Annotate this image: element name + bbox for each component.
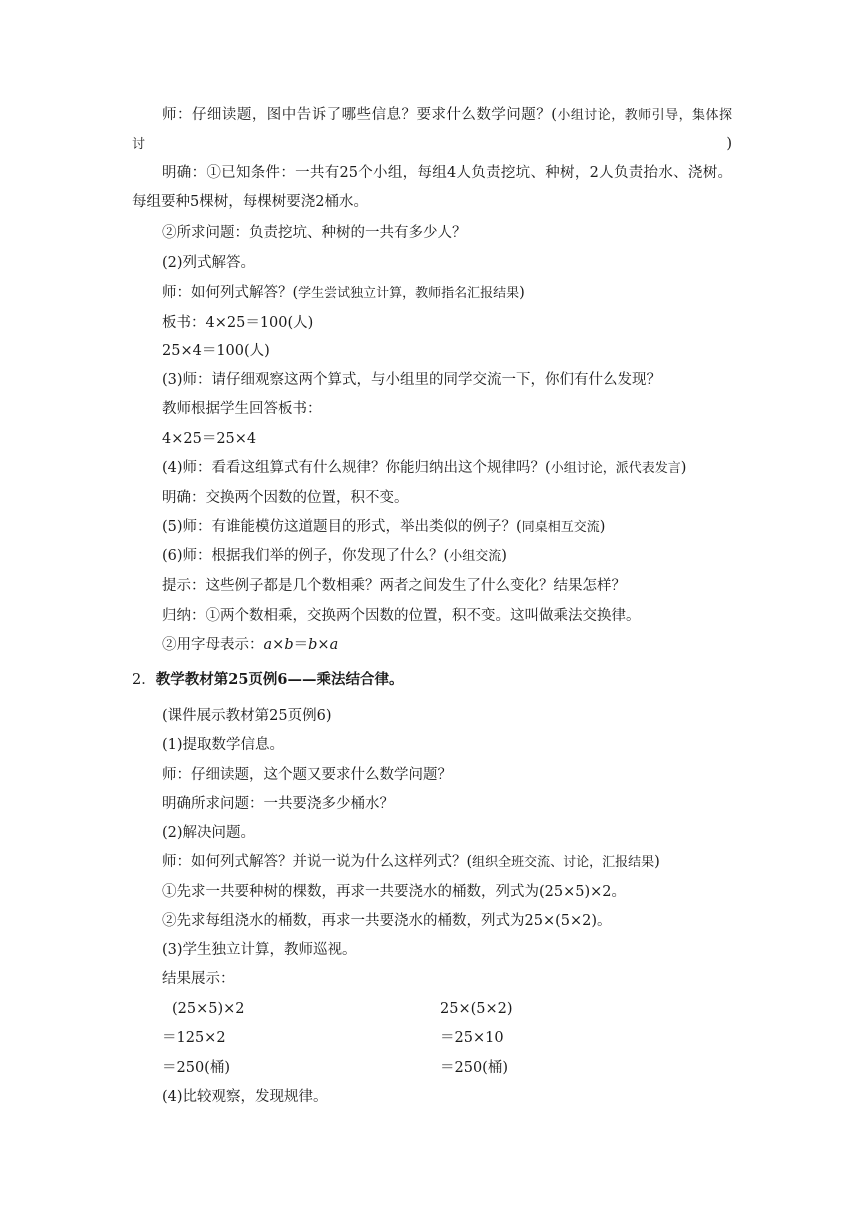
paragraph-text: 师：如何列式解答？( — [162, 285, 299, 301]
paragraph-note: 同桌相互交流 — [521, 520, 600, 535]
paragraph-note: 小组交流 — [449, 549, 502, 564]
paragraph-clarify-question: 明确所求问题：一共要浇多少桶水？ — [162, 796, 394, 812]
paragraph-note: 小组讨论，教师引导，集体探讨 — [132, 108, 732, 152]
paragraph-courseware: (课件展示教材第25页例6) — [162, 708, 332, 724]
paragraph-teacher-ask: 师：仔细读题，这个题又要求什么数学问题？ — [162, 767, 452, 783]
paragraph-text: (4)师：看看这组算式有什么规律？你能归纳出这个规律吗？( — [162, 460, 551, 476]
paragraph-how-to-solve — [162, 283, 525, 304]
paragraph-discover — [162, 546, 507, 567]
paragraph-summary: 归纳：①两个数相乘，交换两个因数的位置，积不变。这叫做乘法交换律。 — [162, 608, 641, 624]
paragraph-text: (5)师：有谁能模仿这道题目的形式，举出类似的例子？( — [162, 519, 522, 535]
section-title: 教学教材第25页例6——乘法结合律。 — [155, 671, 404, 688]
paragraph-close: ) — [501, 548, 507, 564]
section-heading — [132, 670, 404, 690]
paragraph-known-conditions — [132, 159, 732, 217]
formula-times: × — [317, 637, 330, 653]
paragraph-letter-formula — [162, 635, 338, 655]
paragraph-imitate — [162, 517, 605, 538]
calc-right-line: 25×(5×2) — [440, 1001, 513, 1017]
paragraph-note: 小组讨论，派代表发言 — [550, 461, 681, 476]
paragraph-close: ) — [519, 285, 525, 301]
paragraph-teacher-board: 教师根据学生回答板书： — [162, 401, 322, 417]
paragraph-observe: (3)师：请仔细观察这两个算式，与小组里的同学交流一下，你们有什么发现？ — [162, 372, 662, 388]
paragraph-text: 明确：①已知条件：一共有25个小组，每组4人负责挖坑、种树，2人负责抬水、浇树。每组要种5棵树，每棵树要浇2桶水。 — [132, 165, 732, 210]
paragraph-question: ②所求问题：负责挖坑、种树的一共有多少人？ — [162, 225, 467, 241]
paragraph-step-4: (4)比较观察，发现规律。 — [162, 1089, 328, 1105]
paragraph-note: 组织全班交流、讨论，汇报结果 — [472, 855, 655, 870]
formula-var-b: b — [308, 637, 318, 653]
formula-var-b: b — [284, 637, 294, 653]
paragraph-how-to-list — [162, 852, 660, 873]
paragraph-step-2: (2)列式解答。 — [162, 255, 256, 271]
paragraph-teacher-read-question — [132, 101, 732, 159]
paragraph-step-2: (2)解决问题。 — [162, 825, 256, 841]
calc-left-line: ＝125×2 — [162, 1030, 226, 1046]
paragraph-find-rule — [162, 458, 686, 479]
calc-right-line: ＝25×10 — [440, 1030, 504, 1046]
paragraph-clarify: 明确：交换两个因数的位置，积不变。 — [162, 490, 409, 506]
equation-line: 25×4＝100(人) — [162, 343, 270, 359]
paragraph-method-1: ①先求一共要种树的棵数，再求一共要浇水的桶数，列式为(25×5)×2。 — [162, 884, 627, 900]
formula-times: × — [272, 637, 285, 653]
formula-equals: ＝ — [293, 637, 309, 653]
paragraph-close: ) — [726, 136, 732, 152]
paragraph-text: (6)师：根据我们举的例子，你发现了什么？( — [162, 548, 450, 564]
formula-prefix: ②用字母表示： — [162, 637, 264, 653]
formula-var-a: a — [329, 637, 339, 653]
section-number: 2． — [132, 672, 156, 688]
equation-line: 4×25＝25×4 — [162, 431, 257, 447]
paragraph-results: 结果展示： — [162, 971, 235, 987]
paragraph-hint: 提示：这些例子都是几个数相乘？两者之间发生了什么变化？结果怎样？ — [162, 578, 626, 594]
calc-left-line: ＝250(桶) — [162, 1060, 230, 1076]
board-writing: 板书：4×25＝100(人) — [162, 315, 314, 331]
paragraph-close: ) — [599, 519, 606, 535]
paragraph-step-1: (1)提取数学信息。 — [162, 737, 285, 753]
paragraph-close: ) — [680, 460, 687, 476]
paragraph-text: 师：如何列式解答？并说一说为什么这样列式？( — [162, 854, 473, 870]
paragraph-note: 学生尝试独立计算，教师指名汇报结果 — [298, 286, 520, 301]
paragraph-step-3: (3)学生独立计算，教师巡视。 — [162, 942, 357, 958]
paragraph-close: ) — [654, 854, 660, 870]
formula-var-a: a — [263, 637, 273, 653]
calc-left-line: (25×5)×2 — [172, 1001, 245, 1017]
paragraph-method-2: ②先求每组浇水的桶数，再求一共要浇水的桶数，列式为25×(5×2)。 — [162, 913, 612, 929]
calc-right-line: ＝250(桶) — [440, 1060, 508, 1076]
paragraph-text: 师：仔细读题，图中告诉了哪些信息？要求什么数学问题？( — [162, 107, 557, 123]
